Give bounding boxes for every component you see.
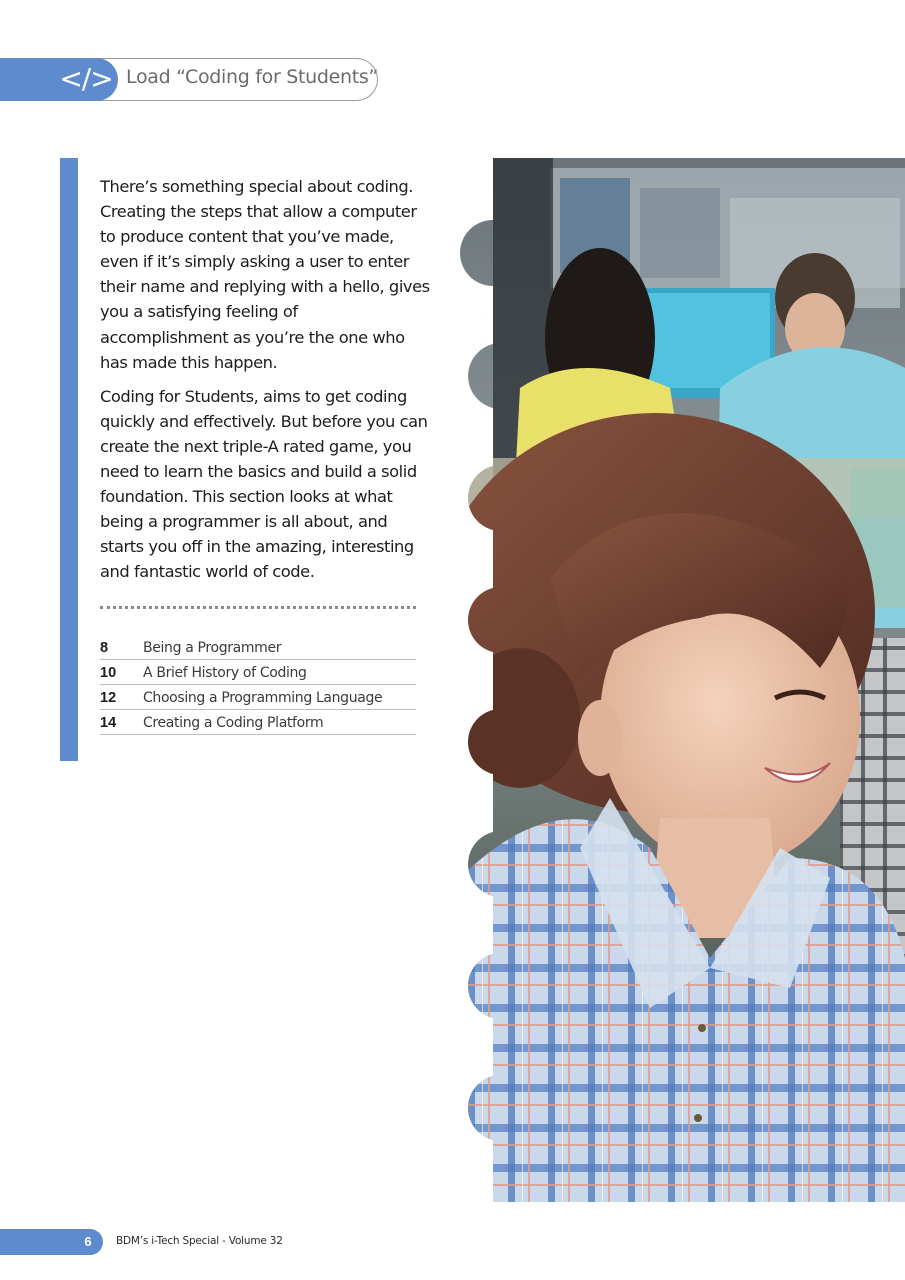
contents-item[interactable] (100, 710, 416, 735)
publication-title: BDM’s i-Tech Special - Volume 32 (116, 1235, 283, 1247)
contents-page-number: 10 (100, 664, 117, 681)
contents-item[interactable] (100, 660, 416, 685)
contents-title: Creating a Coding Platform (143, 714, 324, 731)
left-accent-bar (60, 158, 78, 761)
students-photo (460, 158, 905, 1202)
contents-item[interactable] (100, 685, 416, 710)
contents-list (100, 635, 416, 735)
intro-text (100, 174, 430, 594)
contents-page-number: 8 (100, 639, 109, 656)
code-brackets-icon: </> (59, 62, 113, 95)
page-number: 6 (84, 1234, 92, 1249)
intro-paragraph-1: There’s something special about coding. Creating the steps that allow a computer to produce content that you’ve made, even if it’s simply asking a user to enter their name and replying with a hello, gives you a satisfying feeling of accomplishment as you’re the one who has made this happen. (100, 177, 430, 372)
contents-title: Choosing a Programming Language (143, 689, 383, 706)
intro-paragraph-2: Coding for Students, aims to get coding quickly and effectively. But before you can create the next triple-A rated game, you need to learn the basics and build a solid foundation. This section looks at what being a programmer is all about, and starts you off in the amazing, interesting and fantastic world of code. (100, 386, 428, 582)
contents-page-number: 12 (100, 689, 117, 706)
section-title: Load “Coding for Students” (126, 66, 379, 88)
dotted-divider (100, 606, 416, 610)
contents-title: A Brief History of Coding (143, 664, 307, 681)
contents-title: Being a Programmer (143, 639, 282, 656)
contents-item[interactable] (100, 635, 416, 660)
contents-page-number: 14 (100, 714, 117, 731)
